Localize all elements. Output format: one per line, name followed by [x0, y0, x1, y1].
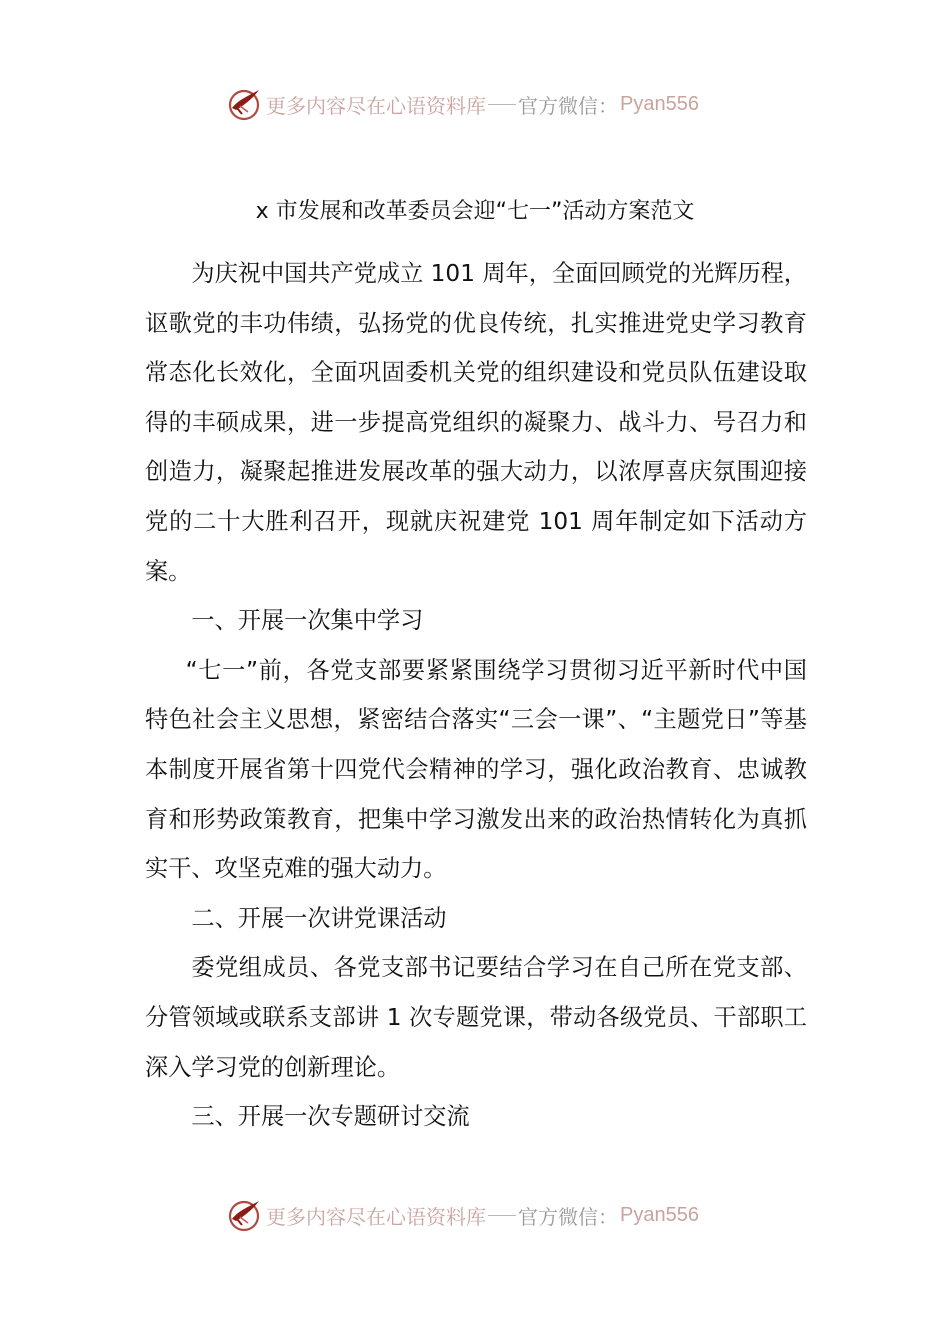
quill-pen-logo-icon	[226, 86, 262, 122]
watermark-official-text: 官方微信：	[518, 1204, 618, 1229]
quill-pen-logo-icon	[226, 1197, 262, 1233]
watermark-divider	[488, 1215, 516, 1216]
watermark-wechat-id: Pyan556	[620, 92, 699, 115]
header-watermark	[226, 84, 699, 124]
document-title: x 市发展和改革委员会迎“七一”活动方案范文	[255, 199, 695, 224]
section-heading-2: 二、开展一次讲党课活动	[191, 904, 447, 932]
watermark-official-text: 官方微信：	[518, 93, 618, 118]
section-paragraph-2: 委党组成员、各党支部书记要结合学习在自己所在党支部、分管领域或联系支部讲 1 次专题党课，带动各级党员、干部职工深入学习党的创新理论。	[145, 954, 807, 1081]
watermark-wechat-id: Pyan556	[620, 1203, 699, 1226]
intro-paragraph: 为庆祝中国共产党成立 101 周年，全面回顾党的光辉历程，讴歌党的丰功伟绩，弘扬党的优良传统，扎实推进党史学习教育常态化长效化，全面巩固委机关党的组织建设和党员队伍建设取得的丰硕成果，进一步提高党组织的凝聚力、战斗力、号召力和创造力，凝聚起推进发展改革的强大动力，以浓厚喜庆氛围迎接党的二十大胜利召开，现就庆祝建党 101 周年制定如下活动方案。	[145, 260, 807, 585]
section-heading-3: 三、开展一次专题研讨交流	[191, 1103, 470, 1131]
section-heading-1: 一、开展一次集中学习	[191, 607, 424, 635]
section-paragraph-1: “七一”前，各党支部要紧紧围绕学习贯彻习近平新时代中国特色社会主义思想，紧密结合落实“三会一课”、“主题党日”等基本制度开展省第十四党代会精神的学习，强化政治教育、忠诚教育和形势政策教育，把集中学习激发出来的政治热情转化为真抓实干、攻坚克难的强大动力。	[145, 656, 807, 883]
watermark-site-text: 更多内容尽在心语资料库	[266, 1204, 486, 1229]
watermark-divider	[488, 104, 516, 105]
watermark-site-text: 更多内容尽在心语资料库	[266, 93, 486, 118]
footer-watermark	[226, 1195, 699, 1235]
document-body	[145, 249, 807, 1142]
